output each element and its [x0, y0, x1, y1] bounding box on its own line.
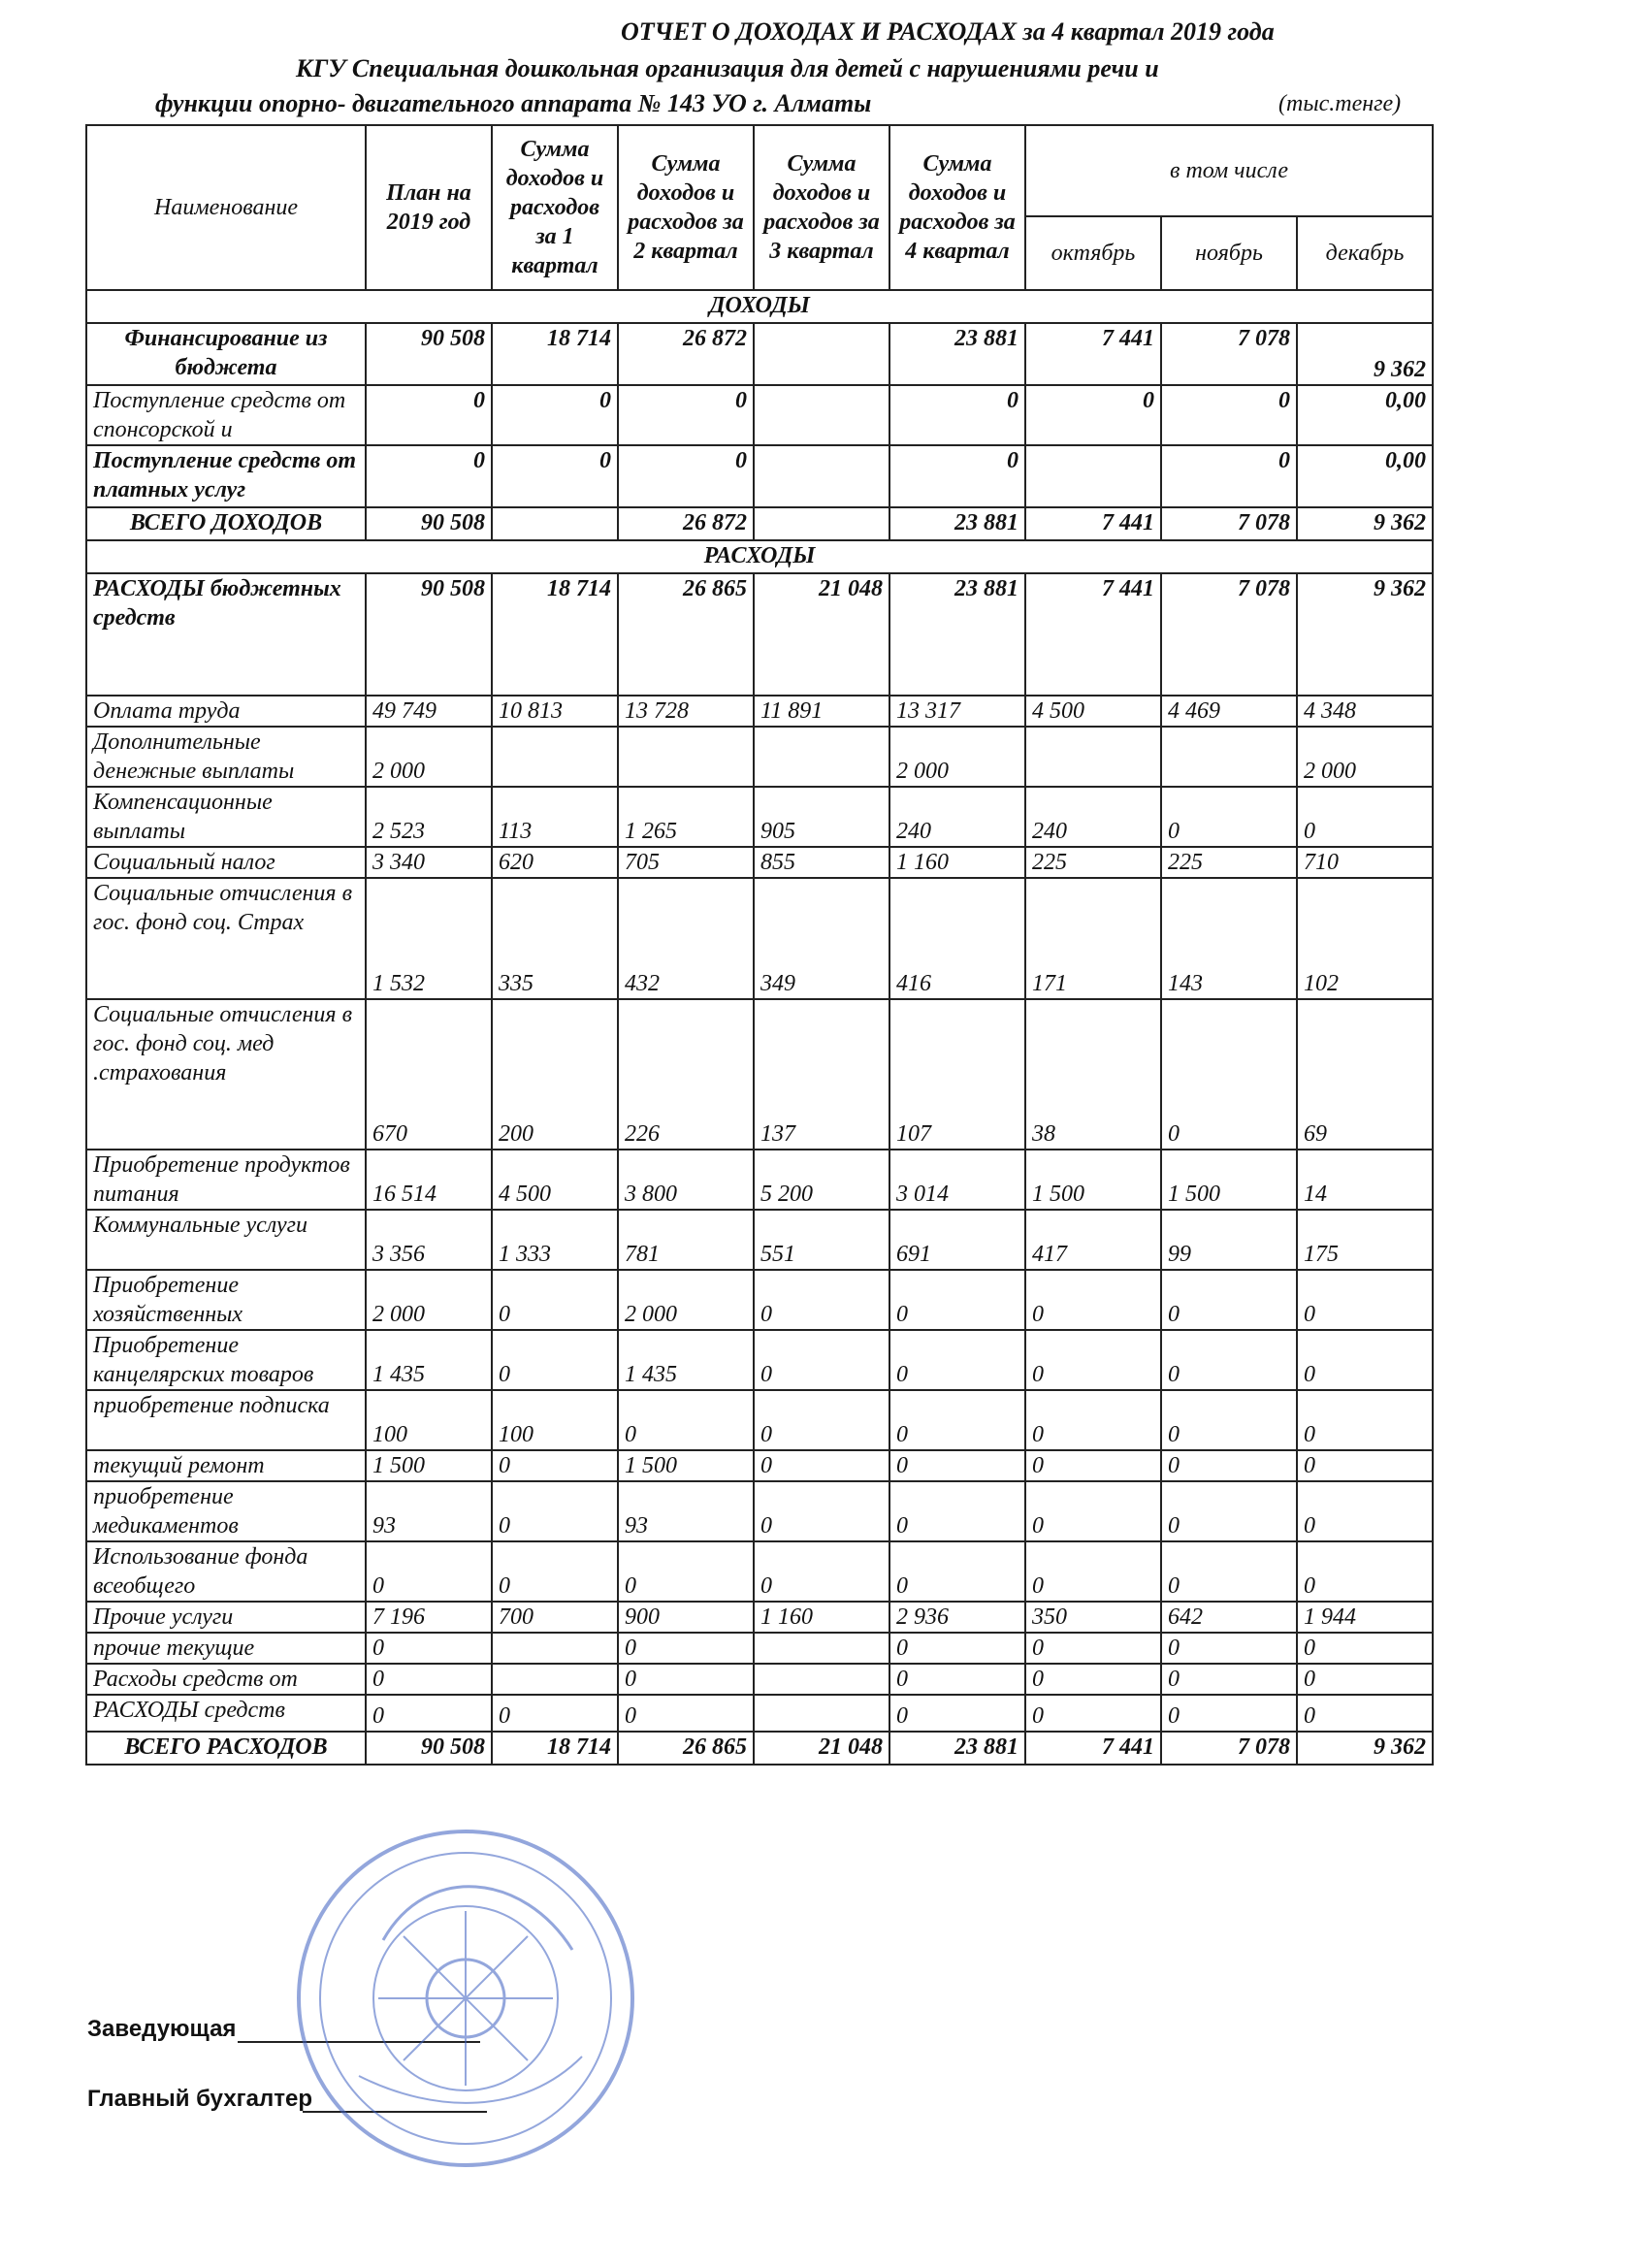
cell-value: 0 — [618, 1695, 754, 1732]
cell-value: 1 500 — [1161, 1150, 1297, 1210]
col-q2-header: Сумма доходов и расходов за 2 квартал — [618, 125, 754, 290]
cell-value — [492, 1633, 618, 1664]
row-label: ВСЕГО РАСХОДОВ — [86, 1732, 366, 1765]
cell-value: 335 — [492, 878, 618, 999]
cell-value: 26 865 — [618, 573, 754, 696]
cell-value: 0 — [618, 1633, 754, 1664]
cell-value — [754, 727, 889, 787]
cell-value: 0 — [889, 1270, 1025, 1330]
cell-value: 0 — [366, 1633, 492, 1664]
cell-value: 10 813 — [492, 696, 618, 727]
cell-value — [1025, 727, 1161, 787]
table-row — [86, 1150, 1433, 1210]
cell-value — [754, 323, 889, 385]
row-label: Компенсационные выплаты — [86, 787, 366, 847]
table-row — [86, 1541, 1433, 1602]
cell-value: 226 — [618, 999, 754, 1150]
cell-value: 0 — [492, 1450, 618, 1481]
cell-value: 0 — [492, 1330, 618, 1390]
cell-value: 2 000 — [618, 1270, 754, 1330]
cell-value: 93 — [366, 1481, 492, 1541]
cell-value: 9 362 — [1297, 573, 1433, 696]
cell-value: 9 362 — [1297, 507, 1433, 540]
cell-value: 4 500 — [1025, 696, 1161, 727]
cell-value: 90 508 — [366, 507, 492, 540]
col-including-header: в том числе — [1025, 125, 1433, 216]
cell-value: 670 — [366, 999, 492, 1150]
cell-value: 0 — [618, 385, 754, 445]
row-label: прочие текущие — [86, 1633, 366, 1664]
row-label: ВСЕГО ДОХОДОВ — [86, 507, 366, 540]
cell-value: 0 — [492, 1541, 618, 1602]
cell-value: 240 — [889, 787, 1025, 847]
cell-value: 0 — [889, 1695, 1025, 1732]
cell-value: 21 048 — [754, 573, 889, 696]
table-row — [86, 1732, 1433, 1765]
cell-value: 0 — [1025, 1330, 1161, 1390]
cell-value: 107 — [889, 999, 1025, 1150]
cell-value: 0 — [754, 1330, 889, 1390]
cell-value: 1 532 — [366, 878, 492, 999]
cell-value: 9 362 — [1297, 1732, 1433, 1765]
cell-value: 2 000 — [366, 727, 492, 787]
table-row — [86, 1695, 1433, 1732]
cell-value: 0 — [366, 1695, 492, 1732]
cell-value: 14 — [1297, 1150, 1433, 1210]
cell-value: 69 — [1297, 999, 1433, 1150]
table-row — [86, 385, 1433, 445]
cell-value: 0 — [1161, 1270, 1297, 1330]
cell-value: 0 — [366, 1664, 492, 1695]
cell-value: 13 728 — [618, 696, 754, 727]
table-row — [86, 727, 1433, 787]
row-label: Поступление средств от спонсорской и — [86, 385, 366, 445]
cell-value: 0 — [492, 1695, 618, 1732]
cell-value: 0 — [1161, 1633, 1297, 1664]
cell-value: 0 — [754, 1390, 889, 1450]
cell-value — [1161, 727, 1297, 787]
cell-value: 0 — [889, 1541, 1025, 1602]
cell-value: 100 — [366, 1390, 492, 1450]
cell-value: 0 — [1297, 787, 1433, 847]
cell-value: 1 435 — [618, 1330, 754, 1390]
cell-value: 3 356 — [366, 1210, 492, 1270]
cell-value: 417 — [1025, 1210, 1161, 1270]
table-row — [86, 445, 1433, 507]
cell-value: 0 — [1161, 1330, 1297, 1390]
table-row — [86, 1602, 1433, 1633]
cell-value: 0 — [492, 385, 618, 445]
cell-value: 1 265 — [618, 787, 754, 847]
cell-value: 13 317 — [889, 696, 1025, 727]
row-label: РАСХОДЫ средств — [86, 1695, 366, 1732]
cell-value: 171 — [1025, 878, 1161, 999]
table-row — [86, 323, 1433, 385]
cell-value: 0 — [366, 1541, 492, 1602]
cell-value: 16 514 — [366, 1150, 492, 1210]
row-label: Использование фонда всеобщего — [86, 1541, 366, 1602]
table-row — [86, 696, 1433, 727]
section-expenses-header: РАСХОДЫ — [86, 540, 1433, 573]
cell-value: 905 — [754, 787, 889, 847]
cell-value: 7 078 — [1161, 1732, 1297, 1765]
cell-value: 1 160 — [754, 1602, 889, 1633]
row-label: Социальный налог — [86, 847, 366, 878]
cell-value: 23 881 — [889, 1732, 1025, 1765]
cell-value: 26 872 — [618, 323, 754, 385]
cell-value: 1 944 — [1297, 1602, 1433, 1633]
cell-value: 0 — [1161, 787, 1297, 847]
table-row — [86, 847, 1433, 878]
col-plan-header: План на 2019 год — [366, 125, 492, 290]
cell-value: 0,00 — [1297, 385, 1433, 445]
cell-value: 1 333 — [492, 1210, 618, 1270]
cell-value: 18 714 — [492, 573, 618, 696]
cell-value: 0 — [1025, 1390, 1161, 1450]
cell-value: 0 — [1297, 1664, 1433, 1695]
cell-value: 26 865 — [618, 1732, 754, 1765]
row-label: Приобретение хозяйственных — [86, 1270, 366, 1330]
cell-value — [618, 727, 754, 787]
cell-value: 90 508 — [366, 573, 492, 696]
cell-value: 200 — [492, 999, 618, 1150]
organization-name-line2: функции опорно- двигательного аппарата № 143 УО г. Алматы — [155, 89, 872, 117]
official-stamp — [291, 1824, 640, 2173]
cell-value: 416 — [889, 878, 1025, 999]
cell-value — [492, 727, 618, 787]
cell-value: 3 800 — [618, 1150, 754, 1210]
row-label: Дополнительные денежные выплаты — [86, 727, 366, 787]
cell-value: 90 508 — [366, 323, 492, 385]
cell-value: 0 — [1297, 1481, 1433, 1541]
cell-value: 7 078 — [1161, 507, 1297, 540]
organization-name-line1: КГУ Специальная дошкольная организация для детей с нарушениями речи и — [296, 54, 1159, 82]
cell-value — [754, 1664, 889, 1695]
cell-value: 99 — [1161, 1210, 1297, 1270]
cell-value: 0 — [1297, 1390, 1433, 1450]
cell-value — [754, 445, 889, 507]
cell-value: 0 — [618, 1664, 754, 1695]
table-row — [86, 1390, 1433, 1450]
row-label: Коммунальные услуги — [86, 1210, 366, 1270]
cell-value: 432 — [618, 878, 754, 999]
cell-value: 0 — [1297, 1633, 1433, 1664]
cell-value: 0 — [889, 1330, 1025, 1390]
cell-value: 0 — [1025, 1481, 1161, 1541]
cell-value: 0 — [754, 1481, 889, 1541]
cell-value: 710 — [1297, 847, 1433, 878]
cell-value: 3 014 — [889, 1150, 1025, 1210]
cell-value: 691 — [889, 1210, 1025, 1270]
table-row — [86, 1481, 1433, 1541]
table-row — [86, 1633, 1433, 1664]
cell-value: 0 — [1297, 1330, 1433, 1390]
cell-value: 0 — [1161, 1664, 1297, 1695]
cell-value: 26 872 — [618, 507, 754, 540]
cell-value: 2 000 — [1297, 727, 1433, 787]
cell-value: 349 — [754, 878, 889, 999]
cell-value: 143 — [1161, 878, 1297, 999]
cell-value: 0 — [1161, 1450, 1297, 1481]
cell-value: 0 — [754, 1270, 889, 1330]
cell-value: 0 — [889, 1390, 1025, 1450]
row-label: Оплата труда — [86, 696, 366, 727]
cell-value: 0 — [492, 1270, 618, 1330]
row-label: Приобретение канцелярских товаров — [86, 1330, 366, 1390]
report-title: ОТЧЕТ О ДОХОДАХ И РАСХОДАХ за 4 квартал 2019 года — [621, 17, 1275, 46]
cell-value: 620 — [492, 847, 618, 878]
cell-value: 4 469 — [1161, 696, 1297, 727]
cell-value: 0 — [1161, 445, 1297, 507]
cell-value: 7 078 — [1161, 323, 1297, 385]
cell-value: 7 078 — [1161, 573, 1297, 696]
cell-value: 0 — [1025, 1541, 1161, 1602]
col-q1-header: Сумма доходов и расходов за 1 квартал — [492, 125, 618, 290]
row-label: приобретение медикаментов — [86, 1481, 366, 1541]
cell-value: 642 — [1161, 1602, 1297, 1633]
cell-value: 2 936 — [889, 1602, 1025, 1633]
cell-value: 11 891 — [754, 696, 889, 727]
income-expense-table — [85, 124, 1434, 1766]
cell-value: 0 — [1297, 1695, 1433, 1732]
cell-value: 0 — [1297, 1450, 1433, 1481]
cell-value: 90 508 — [366, 1732, 492, 1765]
cell-value — [754, 1633, 889, 1664]
cell-value: 0 — [889, 385, 1025, 445]
cell-value: 7 441 — [1025, 1732, 1161, 1765]
cell-value: 7 441 — [1025, 323, 1161, 385]
col-oct-header: октябрь — [1025, 216, 1161, 290]
cell-value — [492, 507, 618, 540]
table-row — [86, 1210, 1433, 1270]
col-q3-header: Сумма доходов и расходов за 3 квартал — [754, 125, 889, 290]
row-label: Социальные отчисления в гос. фонд соц. мед .страхования — [86, 999, 366, 1150]
cell-value: 21 048 — [754, 1732, 889, 1765]
row-label: Финансирование из бюджета — [86, 323, 366, 385]
cell-value: 225 — [1025, 847, 1161, 878]
cell-value: 23 881 — [889, 323, 1025, 385]
cell-value: 100 — [492, 1390, 618, 1450]
cell-value: 0 — [492, 1481, 618, 1541]
cell-value: 18 714 — [492, 1732, 618, 1765]
cell-value: 1 500 — [618, 1450, 754, 1481]
cell-value: 4 500 — [492, 1150, 618, 1210]
table-row — [86, 1270, 1433, 1330]
table-row — [86, 1330, 1433, 1390]
cell-value: 7 441 — [1025, 507, 1161, 540]
row-label: Приобретение продуктов питания — [86, 1150, 366, 1210]
cell-value: 0 — [1161, 1390, 1297, 1450]
cell-value: 0 — [889, 1481, 1025, 1541]
cell-value: 0 — [889, 1633, 1025, 1664]
cell-value — [754, 1695, 889, 1732]
cell-value: 23 881 — [889, 573, 1025, 696]
cell-value: 0 — [366, 445, 492, 507]
cell-value: 49 749 — [366, 696, 492, 727]
cell-value: 0 — [754, 1541, 889, 1602]
cell-value: 2 000 — [366, 1270, 492, 1330]
cell-value: 0 — [618, 445, 754, 507]
cell-value: 0 — [492, 445, 618, 507]
cell-value: 175 — [1297, 1210, 1433, 1270]
col-nov-header: ноябрь — [1161, 216, 1297, 290]
row-label: Социальные отчисления в гос. фонд соц. Страх — [86, 878, 366, 999]
row-label: текущий ремонт — [86, 1450, 366, 1481]
section-income-header: ДОХОДЫ — [86, 290, 1433, 323]
cell-value: 0 — [366, 385, 492, 445]
cell-value: 137 — [754, 999, 889, 1150]
cell-value: 0 — [618, 1541, 754, 1602]
table-row — [86, 787, 1433, 847]
cell-value: 705 — [618, 847, 754, 878]
table-row — [86, 573, 1433, 696]
row-label: приобретение подписка — [86, 1390, 366, 1450]
table-row — [86, 507, 1433, 540]
cell-value: 1 435 — [366, 1330, 492, 1390]
row-label: Поступление средств от платных услуг — [86, 445, 366, 507]
cell-value: 0 — [1297, 1270, 1433, 1330]
cell-value: 551 — [754, 1210, 889, 1270]
cell-value: 3 340 — [366, 847, 492, 878]
cell-value: 0 — [1161, 999, 1297, 1150]
table-row — [86, 1664, 1433, 1695]
cell-value — [1025, 445, 1161, 507]
cell-value: 900 — [618, 1602, 754, 1633]
cell-value: 9 362 — [1297, 323, 1433, 385]
cell-value: 23 881 — [889, 507, 1025, 540]
cell-value: 7 196 — [366, 1602, 492, 1633]
row-label: Прочие услуги — [86, 1602, 366, 1633]
cell-value: 38 — [1025, 999, 1161, 1150]
cell-value: 0 — [1161, 1541, 1297, 1602]
table-row — [86, 999, 1433, 1150]
cell-value — [754, 385, 889, 445]
cell-value: 2 523 — [366, 787, 492, 847]
cell-value: 0 — [889, 445, 1025, 507]
table-row — [86, 878, 1433, 999]
cell-value — [754, 507, 889, 540]
cell-value: 700 — [492, 1602, 618, 1633]
cell-value: 102 — [1297, 878, 1433, 999]
units-label: (тыс.тенге) — [1278, 91, 1402, 116]
cell-value: 113 — [492, 787, 618, 847]
cell-value: 18 714 — [492, 323, 618, 385]
cell-value: 0 — [618, 1390, 754, 1450]
cell-value: 0 — [1025, 1450, 1161, 1481]
table-row — [86, 1450, 1433, 1481]
cell-value: 0 — [1025, 1664, 1161, 1695]
cell-value: 781 — [618, 1210, 754, 1270]
cell-value: 4 348 — [1297, 696, 1433, 727]
cell-value: 2 000 — [889, 727, 1025, 787]
cell-value: 0 — [1025, 1633, 1161, 1664]
col-name-header: Наименование — [86, 125, 366, 290]
cell-value: 0 — [1161, 1481, 1297, 1541]
accountant-signature-label: Главный бухгалтер — [87, 2086, 313, 2112]
cell-value: 240 — [1025, 787, 1161, 847]
cell-value — [492, 1664, 618, 1695]
cell-value: 0 — [1025, 385, 1161, 445]
cell-value: 0 — [889, 1450, 1025, 1481]
cell-value: 1 500 — [1025, 1150, 1161, 1210]
cell-value: 350 — [1025, 1602, 1161, 1633]
cell-value: 0,00 — [1297, 445, 1433, 507]
cell-value: 1 500 — [366, 1450, 492, 1481]
cell-value: 0 — [1025, 1270, 1161, 1330]
cell-value: 1 160 — [889, 847, 1025, 878]
cell-value: 7 441 — [1025, 573, 1161, 696]
cell-value: 0 — [1297, 1541, 1433, 1602]
head-signature-label: Заведующая — [87, 2016, 237, 2042]
cell-value: 0 — [1025, 1695, 1161, 1732]
row-label: РАСХОДЫ бюджетных средств — [86, 573, 366, 696]
cell-value: 0 — [889, 1664, 1025, 1695]
col-dec-header: декабрь — [1297, 216, 1433, 290]
cell-value: 0 — [1161, 1695, 1297, 1732]
cell-value: 0 — [1161, 385, 1297, 445]
row-label: Расходы средств от — [86, 1664, 366, 1695]
col-q4-header: Сумма доходов и расходов за 4 квартал — [889, 125, 1025, 290]
cell-value: 5 200 — [754, 1150, 889, 1210]
cell-value: 0 — [754, 1450, 889, 1481]
cell-value: 855 — [754, 847, 889, 878]
cell-value: 225 — [1161, 847, 1297, 878]
cell-value: 93 — [618, 1481, 754, 1541]
